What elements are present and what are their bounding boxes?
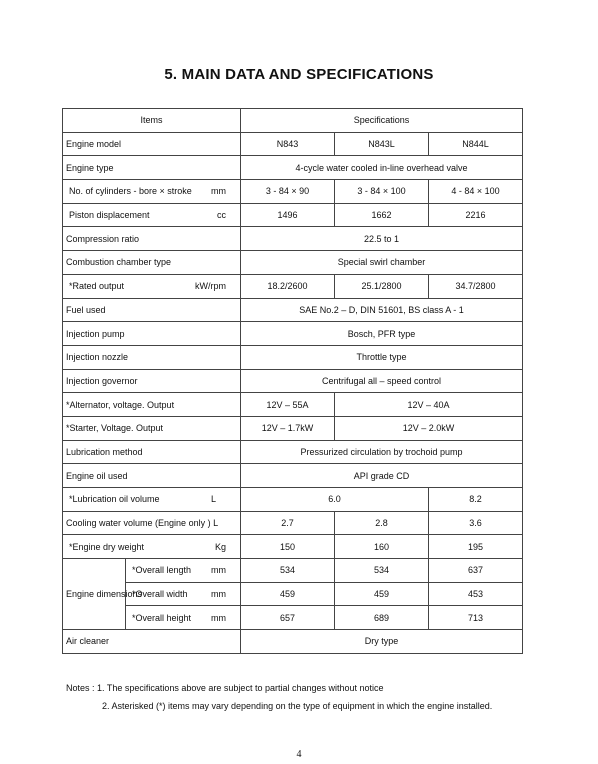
row-label: Cooling water volume (Engine only ) L — [63, 511, 241, 535]
table-cell: 8.2 — [429, 488, 523, 512]
table-cell: 195 — [429, 535, 523, 559]
table-cell: Dry type — [241, 630, 523, 654]
table-cell: 4 - 84 × 100 — [429, 180, 523, 204]
row-label: *Engine dry weight — [69, 541, 145, 552]
table-cell: 3 - 84 × 100 — [335, 180, 429, 204]
table-cell: 3.6 — [429, 511, 523, 535]
table-cell: N843L — [335, 132, 429, 156]
row-label: *Starter, Voltage. Output — [63, 416, 241, 440]
table-row — [63, 227, 523, 251]
row-unit: mm — [211, 186, 227, 197]
table-cell: 689 — [335, 606, 429, 630]
table-cell: 34.7/2800 — [429, 274, 523, 298]
table-row — [63, 251, 523, 275]
table-row — [63, 156, 523, 180]
row-label: Fuel used — [63, 298, 241, 322]
row-label-cell — [63, 203, 241, 227]
table-cell: 1496 — [241, 203, 335, 227]
table-cell: Pressurized circulation by trochoid pump — [241, 440, 523, 464]
row-unit: L — [211, 494, 217, 505]
row-label: Piston displacement — [69, 210, 150, 221]
row-label: Engine model — [63, 132, 241, 156]
table-cell: 150 — [241, 535, 335, 559]
table-row — [63, 440, 523, 464]
table-row — [63, 606, 523, 630]
table-row — [63, 298, 523, 322]
table-cell: 160 — [335, 535, 429, 559]
table-row — [63, 393, 523, 417]
table-cell: 534 — [335, 559, 429, 583]
notes — [66, 679, 492, 715]
table-cell: 459 — [335, 582, 429, 606]
table-cell: 12V – 55A — [241, 393, 335, 417]
table-cell: 4-cycle water cooled in-line overhead valve — [241, 156, 523, 180]
row-label-cell — [63, 488, 241, 512]
table-cell: SAE No.2 – D, DIN 51601, BS class A - 1 — [241, 298, 523, 322]
table-row — [63, 345, 523, 369]
table-header-row — [63, 109, 523, 133]
table-row — [63, 535, 523, 559]
table-cell: 453 — [429, 582, 523, 606]
table-cell: 2.7 — [241, 511, 335, 535]
row-label: Compression ratio — [63, 227, 241, 251]
row-label: Injection nozzle — [63, 345, 241, 369]
table-row — [63, 559, 523, 583]
table-cell: 12V – 1.7kW — [241, 416, 335, 440]
page-title: 5. MAIN DATA AND SPECIFICATIONS — [164, 66, 434, 83]
table-cell: Special swirl chamber — [241, 251, 523, 275]
table-cell: Bosch, PFR type — [241, 322, 523, 346]
table-cell: Centrifugal all – speed control — [241, 369, 523, 393]
table-cell: 22.5 to 1 — [241, 227, 523, 251]
row-unit: mm — [211, 612, 227, 623]
row-label: Injection pump — [63, 322, 241, 346]
row-label-cell — [63, 535, 241, 559]
table-cell: 25.1/2800 — [335, 274, 429, 298]
specifications-table — [62, 108, 523, 654]
row-unit: Kg — [215, 541, 227, 552]
table-row — [63, 369, 523, 393]
row-unit: mm — [211, 565, 227, 576]
row-label-cell — [126, 559, 241, 583]
table-cell: 6.0 — [241, 488, 429, 512]
table-cell: 459 — [241, 582, 335, 606]
row-label: *Lubrication oil volume — [69, 494, 160, 505]
row-label: Combustion chamber type — [63, 251, 241, 275]
table-row — [63, 630, 523, 654]
row-label: *Overall height — [132, 612, 192, 623]
row-unit: cc — [217, 210, 227, 221]
row-label: Air cleaner — [63, 630, 241, 654]
table-cell: 12V – 40A — [335, 393, 523, 417]
row-label: No. of cylinders - bore × stroke — [69, 186, 192, 197]
header-specifications: Specifications — [241, 109, 523, 133]
row-label-cell — [126, 606, 241, 630]
row-label: *Rated output — [69, 281, 125, 292]
row-label: *Overall length — [132, 565, 192, 576]
table-row — [63, 203, 523, 227]
row-label: *Overall width — [132, 589, 188, 600]
table-cell: 1662 — [335, 203, 429, 227]
note-1: Notes : 1. The specifications above are subject to partial changes without notice — [66, 683, 384, 693]
table-cell: N843 — [241, 132, 335, 156]
table-cell: 713 — [429, 606, 523, 630]
table-cell: 657 — [241, 606, 335, 630]
row-label: Engine type — [63, 156, 241, 180]
row-unit: kW/rpm — [195, 281, 227, 292]
table-row — [63, 511, 523, 535]
page-number: 4 — [296, 749, 302, 760]
table-cell: 534 — [241, 559, 335, 583]
table-cell: API grade CD — [241, 464, 523, 488]
row-label: Engine oil used — [63, 464, 241, 488]
table-row — [63, 322, 523, 346]
table-cell: 2.8 — [335, 511, 429, 535]
table-cell: 12V – 2.0kW — [335, 416, 523, 440]
table-cell: N844L — [429, 132, 523, 156]
row-unit: mm — [211, 589, 227, 600]
row-label: Injection governor — [63, 369, 241, 393]
table-row — [63, 488, 523, 512]
table-row — [63, 416, 523, 440]
engine-dimensions-label: Engine dimensions — [63, 559, 126, 630]
table-cell: 637 — [429, 559, 523, 583]
table-row — [63, 274, 523, 298]
table-row — [63, 132, 523, 156]
row-label-cell — [63, 180, 241, 204]
table-row — [63, 180, 523, 204]
table-cell: Throttle type — [241, 345, 523, 369]
table-cell: 3 - 84 × 90 — [241, 180, 335, 204]
table-cell: 18.2/2600 — [241, 274, 335, 298]
row-label: Lubrication method — [63, 440, 241, 464]
row-label: *Alternator, voltage. Output — [63, 393, 241, 417]
row-label-cell — [126, 582, 241, 606]
table-cell: 2216 — [429, 203, 523, 227]
note-2: 2. Asterisked (*) items may vary depending on the type of equipment in which the engine installed. — [102, 701, 493, 711]
header-items: Items — [63, 109, 241, 133]
row-label-cell — [63, 274, 241, 298]
table-row — [63, 464, 523, 488]
table-row — [63, 582, 523, 606]
